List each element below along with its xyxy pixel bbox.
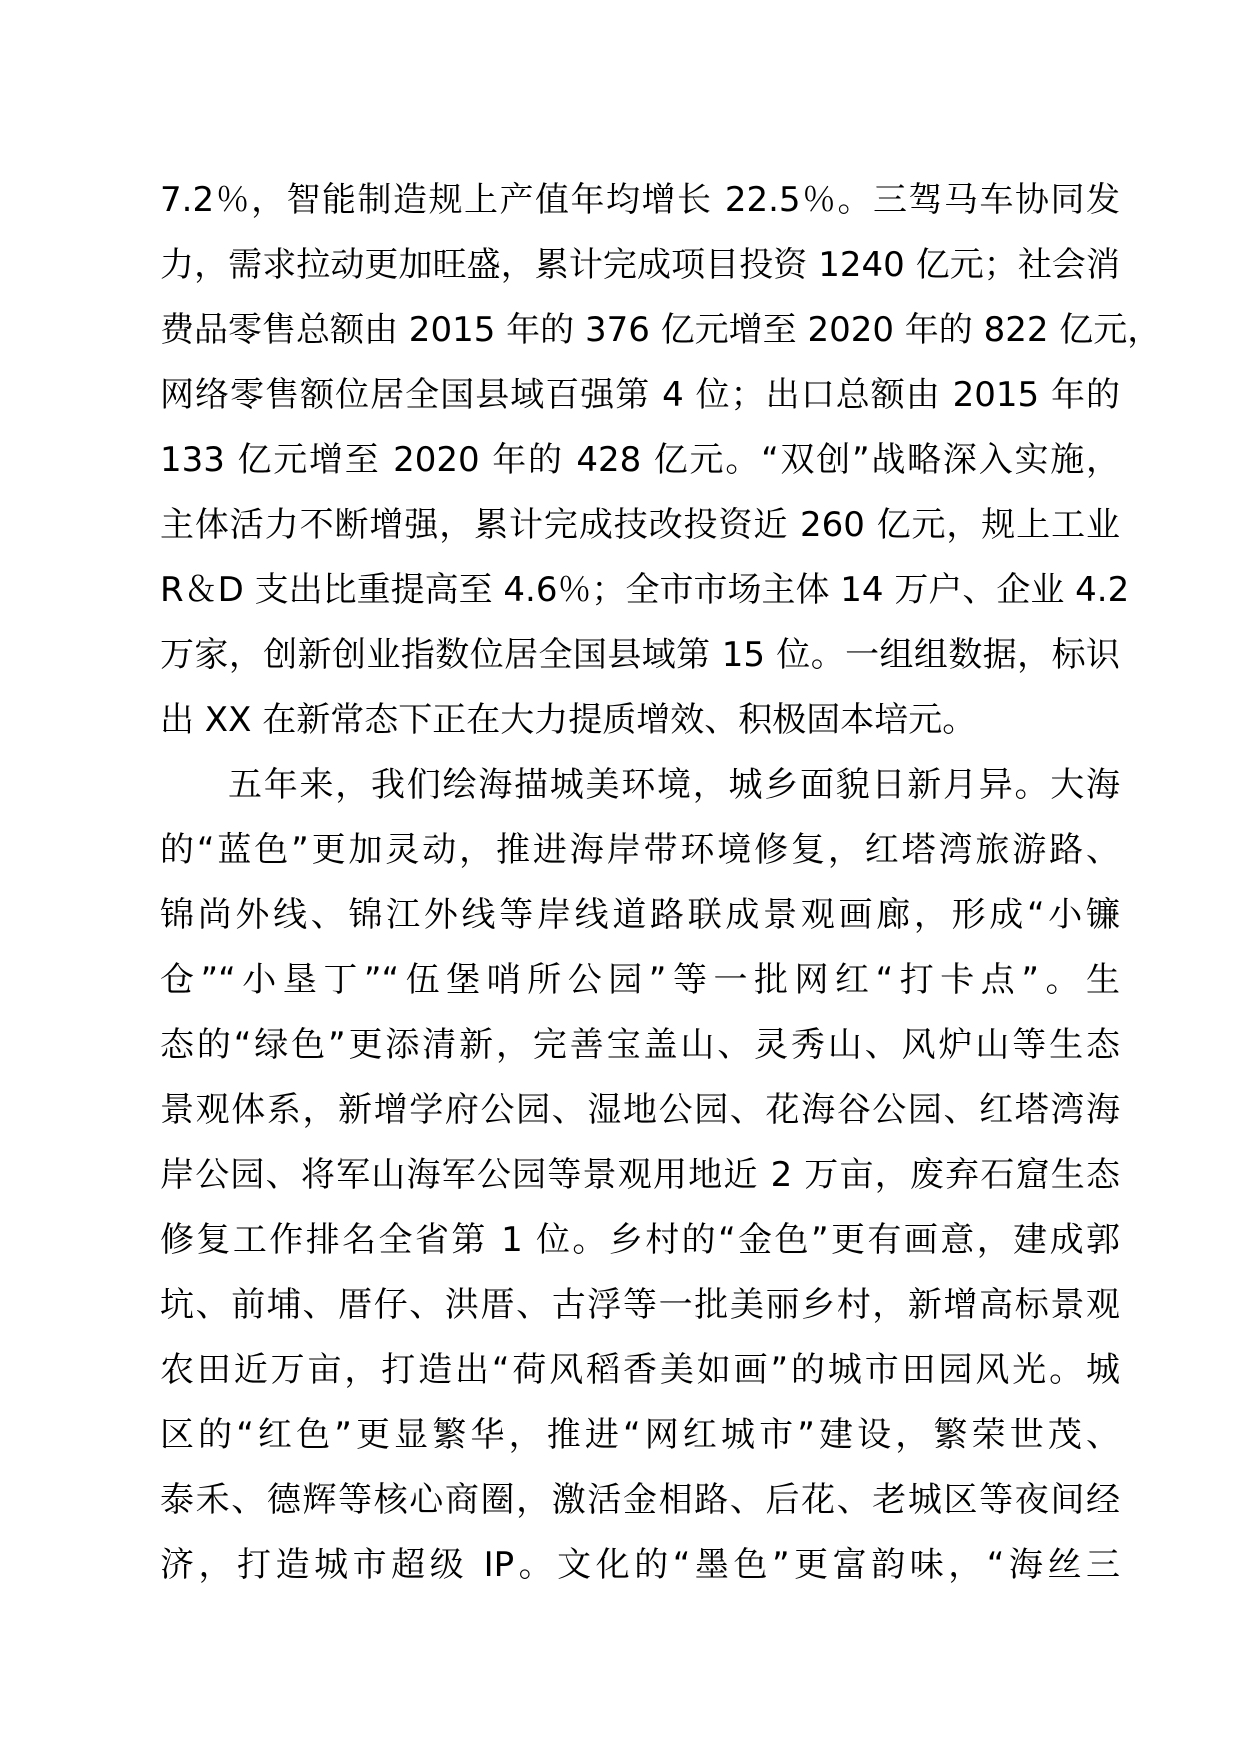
text-line: 修复工作排名全省第 1 位。乡村的“金色”更有画意，建成郭 [160, 1220, 1120, 1260]
body-text [160, 168, 1162, 1598]
text-line: 仓”“小垦丁”“伍堡哨所公园”等一批网红“打卡点”。生 [160, 960, 1120, 1000]
text-line: 坑、前埔、厝仔、洪厝、古浮等一批美丽乡村，新增高标景观 [160, 1285, 1120, 1325]
text-line: 133 亿元增至 2020 年的 428 亿元。“双创”战略深入实施， [160, 440, 1120, 480]
text-line: 农田近万亩，打造出“荷风稻香美如画”的城市田园风光。城 [160, 1350, 1120, 1390]
text-line: 网络零售额位居全国县域百强第 4 位；出口总额由 2015 年的 [160, 375, 1120, 415]
text-line: 济，打造城市超级 IP。文化的“墨色”更富韵味，“海丝三 [160, 1545, 1120, 1585]
text-line: 主体活力不断增强，累计完成技改投资近 260 亿元，规上工业 [160, 505, 1120, 545]
text-line: 出 XX 在新常态下正在大力提质增效、积极固本培元。 [160, 700, 977, 740]
text-line: 态的“绿色”更添清新，完善宝盖山、灵秀山、风炉山等生态 [160, 1025, 1120, 1065]
text-line: 景观体系，新增学府公园、湿地公园、花海谷公园、红塔湾海 [160, 1090, 1120, 1130]
text-line: 泰禾、德辉等核心商圈，激活金相路、后花、老城区等夜间经 [160, 1480, 1120, 1520]
text-line: 万家，创新创业指数位居全国县域第 15 位。一组组数据，标识 [160, 635, 1120, 675]
text-line: 费品零售总额由 2015 年的 376 亿元增至 2020 年的 822 亿元， [160, 310, 1162, 350]
paragraph-first-line: 五年来，我们绘海描城美环境，城乡面貌日新月异。大海 [228, 765, 1120, 805]
text-line: 区的“红色”更显繁华，推进“网红城市”建设，繁荣世茂、 [160, 1415, 1120, 1455]
text-line: 的“蓝色”更加灵动，推进海岸带环境修复，红塔湾旅游路、 [160, 830, 1120, 870]
text-line: 力，需求拉动更加旺盛，累计完成项目投资 1240 亿元；社会消 [160, 245, 1121, 285]
text-line: 岸公园、将军山海军公园等景观用地近 2 万亩，废弃石窟生态 [160, 1155, 1120, 1195]
text-line: R＆D 支出比重提高至 4.6％；全市市场主体 14 万户、企业 4.2 [160, 570, 1130, 610]
text-line: 锦尚外线、锦江外线等岸线道路联成景观画廊，形成“小镰 [160, 895, 1120, 935]
text-line: 7.2％，智能制造规上产值年均增长 22.5％。三驾马车协同发 [160, 180, 1120, 220]
